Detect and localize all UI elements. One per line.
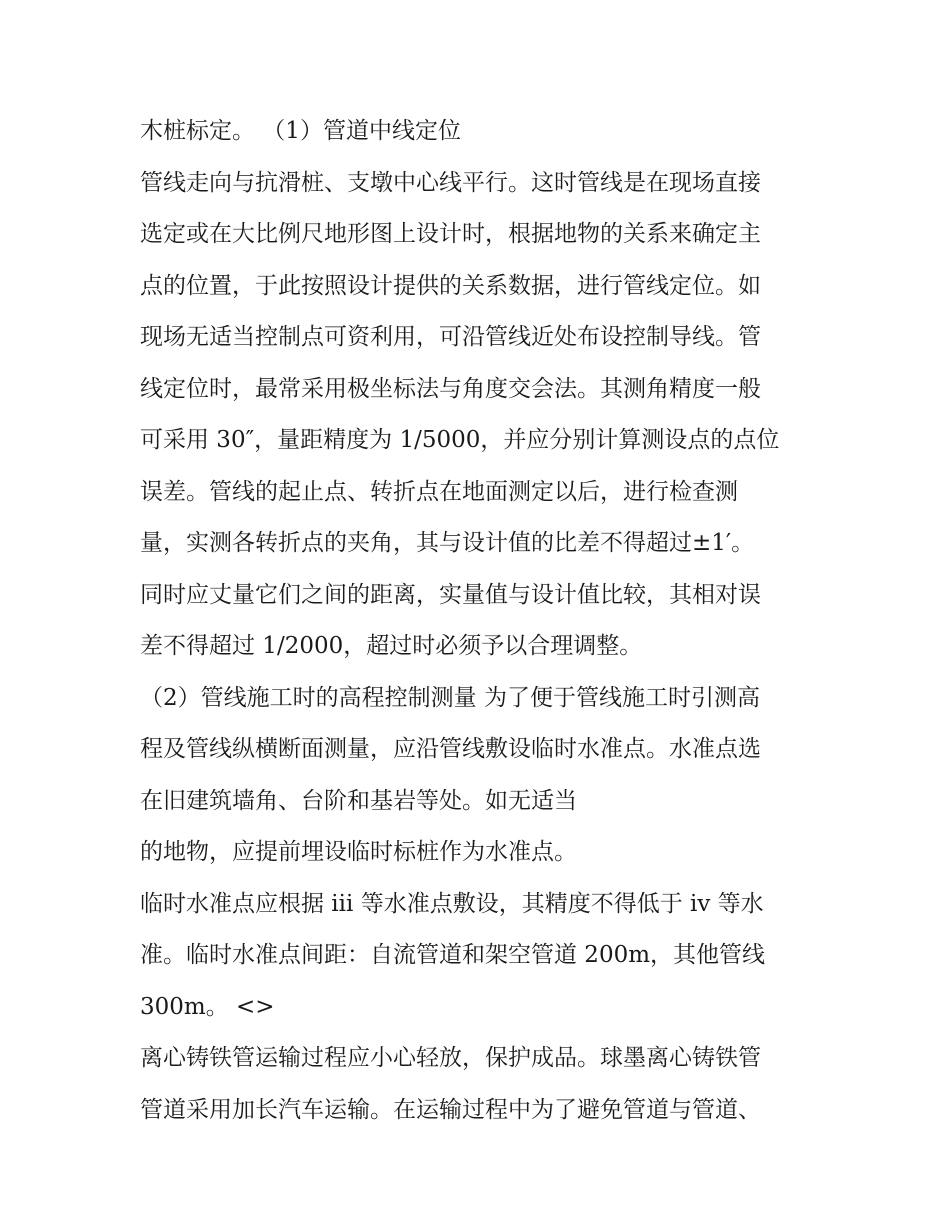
text-line-6: 线定位时，最常采用极坐标法与角度交会法。其测角精度一般 xyxy=(140,375,761,402)
text-line-1: 木桩标定。 （1）管道中线定位 xyxy=(140,118,461,144)
text-line-4: 点的位置，于此按照设计提供的关系数据，进行管线定位。如 xyxy=(140,272,761,299)
text-line-20: 管道采用加长汽车运输。在运输过程中为了避免管道与管道、 xyxy=(140,1096,761,1123)
text-line-12: （2）管线施工时的高程控制测量 为了便于管线施工时引测高 xyxy=(140,684,760,711)
text-line-5: 现场无适当控制点可资利用，可沿管线近处布设控制导线。管 xyxy=(140,324,761,350)
text-line-16: 临时水准点应根据 iii 等水准点敷设，其精度不得低于 iv 等水 xyxy=(140,890,764,917)
text-line-9: 量，实测各转折点的夹角，其与设计值的比差不得超过±1′。 xyxy=(140,530,755,556)
text-line-2: 管线走向与抗滑桩、支墩中心线平行。这时管线是在现场直接 xyxy=(140,169,761,196)
text-line-18: 300m。 <> xyxy=(140,993,275,1020)
text-line-3: 选定或在大比例尺地形图上设计时，根据地物的关系来确定主 xyxy=(140,221,761,247)
text-line-10: 同时应丈量它们之间的距离，实量值与设计值比较，其相对误 xyxy=(140,581,761,608)
text-line-13: 程及管线纵横断面测量，应沿管线敷设临时水准点。水准点选 xyxy=(140,736,761,762)
text-line-7: 可采用 30″，量距精度为 1/5000，并应分别计算测设点的点位 xyxy=(140,427,780,453)
text-line-11: 差不得超过 1/2000，超过时必须予以合理调整。 xyxy=(140,633,643,659)
text-line-15: 的地物，应提前埋设临时标桩作为水准点。 xyxy=(140,839,577,865)
text-line-8: 误差。管线的起止点、转折点在地面测定以后，进行检查测 xyxy=(140,478,738,505)
text-line-14: 在旧建筑墙角、台阶和基岩等处。如无适当 xyxy=(140,787,577,814)
body-text xyxy=(140,106,820,1136)
text-line-17: 准。临时水准点间距：自流管道和架空管道 200m，其他管线 xyxy=(140,942,766,968)
text-line-19: 离心铸铁管运输过程应小心轻放，保护成品。球墨离心铸铁管 xyxy=(140,1045,761,1071)
